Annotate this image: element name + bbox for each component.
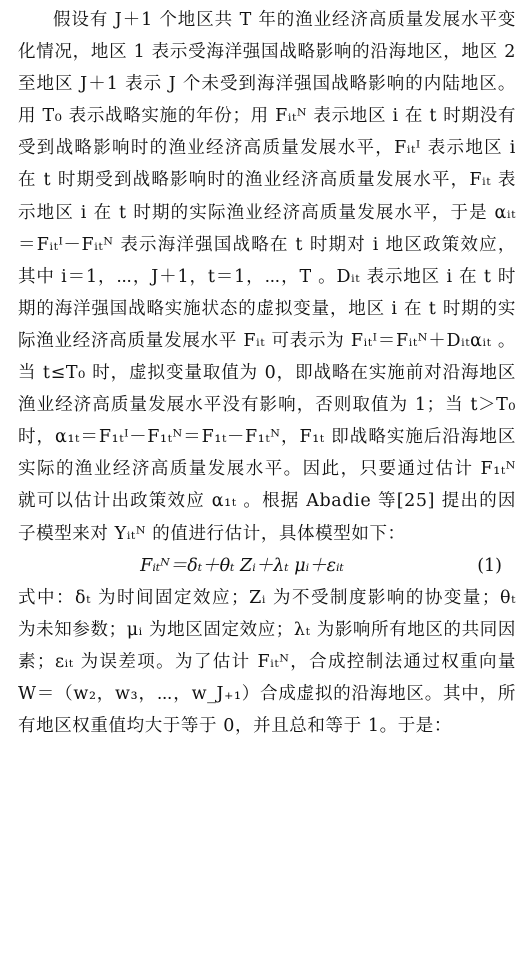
body-paragraph-model-setup: 假设有 J＋1 个地区共 T 年的渔业经济高质量发展水平变化情况，地区 1 表示受海洋强国战略影响的沿海地区，地区 2 至地区 J＋1 表示 J 个未受到海洋强国战略影响的内陆地区。用 T₀ 表示战略实施的年份；用 Fᵢₜᴺ 表示地区 i 在 t 时期没有受到战略影响时的渔业经济高质量发展水平，Fᵢₜᴵ 表示地区 i 在 t 时期受到战略影响时的渔业经济高质量发展水平，Fᵢₜ 表示地区 i 在 t 时期的实际渔业经济高质量发展水平，于是 αᵢₜ＝Fᵢₜᴵ－Fᵢₜᴺ 表示海洋强国战略在 t 时期对 i 地区政策效应，其中 i＝1，⋯，J＋1，t＝1，⋯，T 。Dᵢₜ 表示地区 i 在 t 时期的海洋强国战略实施状态的虚拟变量，地区 i 在 t 时期的实际渔业经济高质量发展水平 Fᵢₜ 可表示为 Fᵢₜᴵ＝Fᵢₜᴺ＋Dᵢₜαᵢₜ 。当 t≤T₀ 时，虚拟变量取值为 0，即战略在实施前对沿海地区渔业经济高质量发展水平没有影响，否则取值为 1；当 t＞T₀ 时，α₁ₜ＝F₁ₜᴵ－F₁ₜᴺ＝F₁ₜ－F₁ₜᴺ，F₁ₜ 即战略实施后沿海地区实际的渔业经济高质量发展水平。因此，只要通过估计 F₁ₜᴺ 就可以估计出政策效应 α₁ₜ 。根据 Abadie 等[25] 提出的因子模型来对 Yᵢₜᴺ 的值进行估计，具体模型如下：	[18, 10, 516, 544]
body-paragraph-variable-definitions: 式中：δₜ 为时间固定效应；Zᵢ 为不受制度影响的协变量；θₜ 为未知参数；μᵢ 为地区固定效应；λₜ 为影响所有地区的共同因素；εᵢₜ 为误差项。为了估计 Fᵢₜᴺ，合成控制法通过权重向量 W＝（w₂，w₃，⋯，w_J₊₁）合成虚拟的沿海地区。其中，所有地区权重值均大于等于 0，并且总和等于 1。于是：	[18, 587, 516, 737]
equation-formula: Fᵢₜᴺ＝δₜ＋θₜ Zᵢ＋λₜ μᵢ＋εᵢₜ	[140, 555, 344, 576]
equation-number: (1)	[477, 555, 502, 576]
equation-1	[18, 550, 516, 582]
